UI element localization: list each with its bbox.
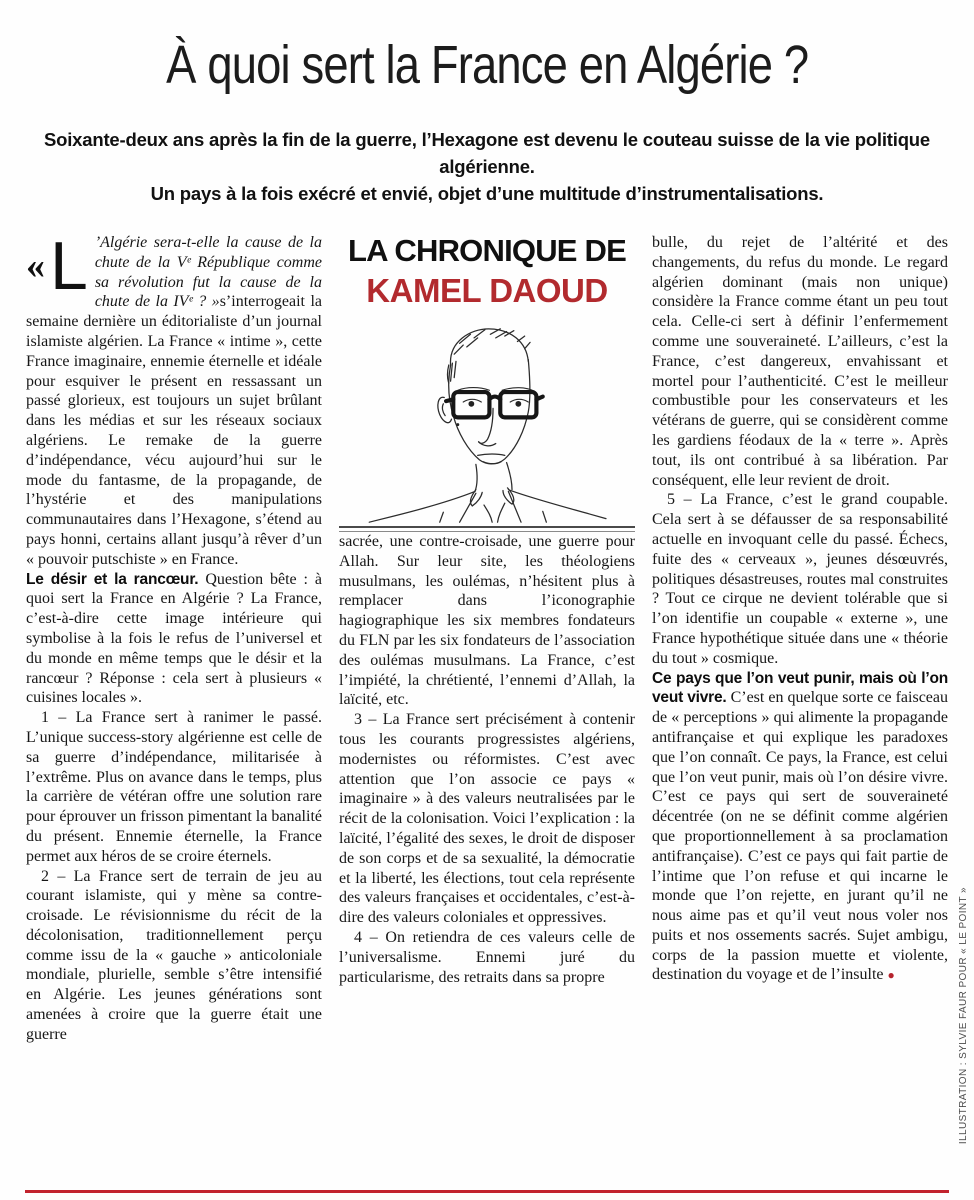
page-title-text: À quoi sert la France en Algérie ? (165, 35, 809, 95)
chronicle-kicker: LA CHRONIQUE DE (348, 233, 626, 268)
section-paragraph (26, 570, 322, 709)
bottom-red-rule (25, 1190, 949, 1193)
numbered-paragraph-1: 1 – La France sert à ranimer le passé. L’unique success-story algérienne est celle de sa guerre d’indépendance, militarisée à l’extrême. Plus on avance dans le temps, plus la carrière de vétéran offre une solution rare pour éprouver un frisson pimentant la banalité du présent. Ennemie éternelle, la France permet aux héros de se croire éternels. (26, 709, 322, 865)
closing-paragraph (652, 669, 948, 987)
chronicle-header (339, 233, 635, 310)
numbered-paragraph-3: 3 – La France sert précisément à contenir tous les courants progressistes algériens, modernistes ou réformistes. C’est avec attention que l’on associe ce pays « imaginaire » à des valeurs neutralisées par le récit de la colonisation. Voici l’explication : la laïcité, l’égalité des sexes, le droit de disposer de son corps et de sa sexualité, la démocratie et la liberté, les élections, tout cela représente des valeurs françaises et occidentales, c’est-à-dire des valeurs coloniales et oppressives. (339, 711, 635, 927)
section-paragraph-text: Question bête : à quoi sert la France en Algérie ? La France, c’est-à-dire cette image intérieure qui symbolise à la fois le refus de l’universel et du monde en même temps que le désir et la rancœur ? Réponse : cela sert à plusieurs « cuisines locales ». (26, 570, 323, 707)
opening-quote-italic: ’Algérie sera-t-elle la cause de la chute de la Vᵉ République comme sa révolution fut la cause de la chute de la IVᵉ ? » (94, 234, 322, 311)
numbered-paragraph-5: 5 – La France, c’est le grand coupable. Cela sert à se défausser de sa responsabilité actuelle en invoquant celle du passé. Échecs, fuite des « cerveaux », jeunes désœuvrés, politiques désastreuses, routes mal construites ? Tout ce cirque ne devient tolérable que si l’on identifie un coupable « externe », une France hypothétique située dans une « théorie du tout » cosmique. (652, 491, 948, 667)
section-lead-in: Ce pays que l’on veut punir, mais où l’on veut vivre. (652, 669, 948, 707)
standfirst-line-1: Soixante-deux ans après la fin de la guerre, l’Hexagone est devenu le couteau suisse de la vie politique algérienne. (44, 129, 930, 177)
numbered-paragraph-2: 2 – La France sert de terrain de jeu au courant islamiste, qui y mène sa contre-croisade. Le révisionnisme du récit de la décolonisation, traditionnellement perçu comme issu de la « gauche » anticoloniale mondiale, plurielle, semble s’être intensifié en Algérie. Les jeunes générations sont amenées à croire que la guerre était une guerre (26, 867, 322, 1043)
numbered-paragraph-4: 4 – On retiendra de ces valeurs celle de l’universalisme. Ennemi juré du particularisme, des retraits dans sa propre (339, 928, 635, 986)
continued-paragraph: bulle, du rejet de l’altérité et des changements, du refus du monde. Le regard algérien dominant (mais non unique) considère la France comme étant un peu tout cela. Celle-ci sert à définir l’enfermement comme une souveraineté. L’ailleurs, c’est la France, c’est dangereux, envahissant et mortel pour l’authenticité. C’est le meilleur combustible pour les conservateurs et les vétérans de guerre, qui se considèrent comme les gardiens féodaux de la « terre ». Après tout, ils ont contribué à sa libération. Par conséquent, elle leur revient de droit. (652, 234, 948, 489)
closing-paragraph-text: C’est en quelque sorte ce faisceau de « perceptions » qui alimente la propagande antifrançaise et qui explique les paradoxes que l’on connaît. Ce pays, la France, est celui que l’on veut punir, mais où l’on désire vivre. C’est ce pays qui sert de souveraineté décentrée (on ne se définit comme algérien que proportionnellement à sa proclamation antifrançaise). C’est ce pays qui fait partie de l’intime que l’on refuse et qui incarne le monde que l’on rejette, en jurant qu’il ne nous aime pas et qu’il veut nous voler nos puits et nos ossements sacrés. Sujet ambigu, corps de la passion muette et violente, destination du voyage et de l’insulte (652, 689, 949, 984)
opening-guillemet: « (26, 245, 45, 287)
chronicle-author: KAMEL DAOUD (366, 272, 608, 309)
standfirst-line-2: Un pays à la fois exécré et envié, objet d’une multitude d’instrumentalisations. (150, 183, 824, 204)
illustration-credit: ILLUSTRATION : SYLVIE FAUR POUR « LE POINT » (958, 886, 969, 1144)
article-columns (0, 228, 974, 1195)
end-mark-dot: ● (887, 968, 895, 983)
drop-cap (26, 228, 88, 304)
continued-paragraph: sacrée, une contre-croisade, une guerre pour Allah. Sur leur site, les théologiens musulmans, les oulémas, n’hésitent plus à remplacer dans l’iconographie hagiographique les six membres fondateurs du FLN par les six fondateurs de l’association des oulémas musulmans. La France, c’est l’impiété, la chrétienté, l’ennemi d’Allah, la laïcité, etc. (339, 533, 635, 709)
opening-paragraph-rest: s’interrogeait la semaine dernière un éditorialiste d’un journal islamiste algérien. La France « intime », cette France imaginaire, ennemie éternelle et idéale pour esquiver le présent en ressassant un passé glorieux, est toujours un sujet brûlant dans les médias et sur les réseaux sociaux algériens. Le remake de la guerre d’indépendance, vécu aujourd’hui sur le mode du fantasme, de la propagande, de l’hystérie et des manipulations communautaires dans l’Hexagone, s’étend au pays honni, certains allant jusqu’à rêver d’un « pouvoir putschiste » en France. (26, 293, 323, 568)
kamel-daoud-portrait-illustration (339, 318, 635, 524)
column-3 (652, 233, 948, 1195)
column-1 (26, 228, 323, 1195)
drop-cap-letter: L (50, 228, 88, 304)
page-title (0, 34, 974, 96)
section-lead-in: Le désir et la rancœur. (26, 570, 199, 588)
opening-paragraph (26, 228, 323, 570)
standfirst (0, 126, 974, 207)
column-2 (339, 233, 635, 1195)
